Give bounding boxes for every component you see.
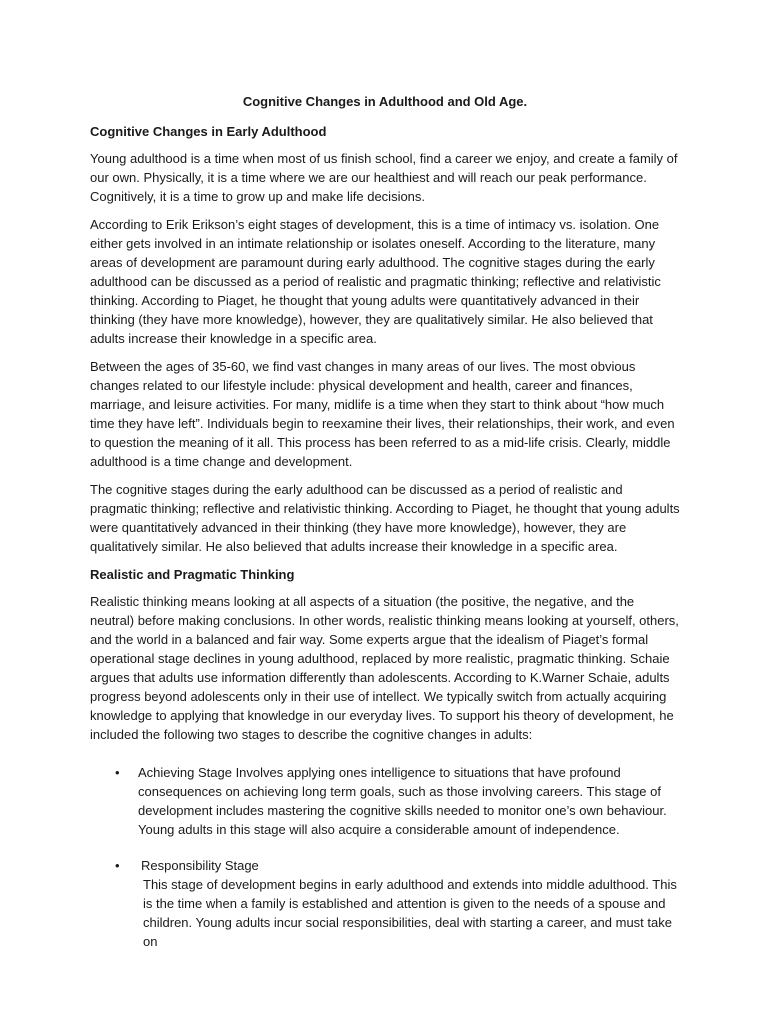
paragraph-young-adulthood: Young adulthood is a time when most of us finish school, find a career we enjoy, and create a family of our own. Physically, it is a time where we are our healthiest and will reach our peak performance. Cognitively, it is a time to grow up and make life decisions.	[90, 151, 678, 204]
section-heading-early-adulthood: Cognitive Changes in Early Adulthood	[90, 124, 327, 139]
achieving-stage-text: Achieving Stage Involves applying ones intelligence to situations that have profound consequences on achieving long term goals, such as those involving careers. This stage of development includes mastering the cognitive skills needed to monitor one’s own behaviour. Young adults in this stage will also acquire a considerable amount of independence.	[138, 765, 667, 837]
paragraph-cognitive-stages: The cognitive stages during the early adulthood can be discussed as a period of realistic and pragmatic thinking; reflective and relativistic thinking. According to Piaget, he thought that young adults were quantitatively advanced in their thinking (they have more knowledge), however, they are qualitatively similar. He also believed that adults increase their knowledge in a specific area.	[90, 482, 680, 554]
bullet-icon: •	[115, 765, 120, 780]
document-content	[90, 92, 680, 968]
list-item-achieving-stage	[90, 763, 680, 839]
responsibility-stage-text: This stage of development begins in early adulthood and extends into middle adulthood. This is the time when a family is established and attention is given to the needs of a spouse and children. Young adults incur social responsibilities, deal with starting a career, and must take on	[143, 877, 677, 949]
list-item-responsibility-stage	[90, 856, 680, 951]
paragraph-realistic-thinking: Realistic thinking means looking at all aspects of a situation (the positive, the negative, and the neutral) before making conclusions. In other words, realistic thinking means looking at yourself, others, and the world in a balanced and fair way. Some experts argue that the idealism of Piaget’s formal operational stage declines in young adulthood, replaced by more realistic, pragmatic thinking. Schaie argues that adults use information differently than adolescents. According to K.Warner Schaie, adults progress beyond adolescents only in their use of intellect. We typically switch from actually acquiring knowledge to applying that knowledge in our everyday lives. To support his theory of development, he included the following two stages to describe the cognitive changes in adults:	[90, 594, 679, 742]
paragraph-erikson: According to Erik Erikson’s eight stages of development, this is a time of intimacy vs. isolation. One either gets involved in an intimate relationship or isolates oneself. According to the literature, many areas of development are paramount during early adulthood. The cognitive stages during the early adulthood can be discussed as a period of realistic and pragmatic thinking; reflective and relativistic thinking. According to Piaget, he thought that young adults were quantitatively advanced in their thinking (they have more knowledge), however, they are qualitatively similar. He also believed that adults increase their knowledge in a specific area.	[90, 217, 661, 346]
stages-bullet-list	[90, 763, 680, 951]
document-title: Cognitive Changes in Adulthood and Old Age.	[242, 94, 528, 109]
bullet-icon: •	[115, 858, 120, 873]
section-heading-realistic-thinking: Realistic and Pragmatic Thinking	[90, 567, 295, 582]
responsibility-stage-title: Responsibility Stage	[141, 858, 259, 873]
paragraph-midlife: Between the ages of 35-60, we find vast changes in many areas of our lives. The most obvious changes related to our lifestyle include: physical development and health, career and finances, marriage, and leisure activities. For many, midlife is a time when they start to think about “how much time they have left”. Individuals begin to reexamine their lives, their relationships, their work, and even to question the meaning of it all. This process has been referred to as a mid-life crisis. Clearly, middle adulthood is a time change and development.	[90, 359, 675, 469]
